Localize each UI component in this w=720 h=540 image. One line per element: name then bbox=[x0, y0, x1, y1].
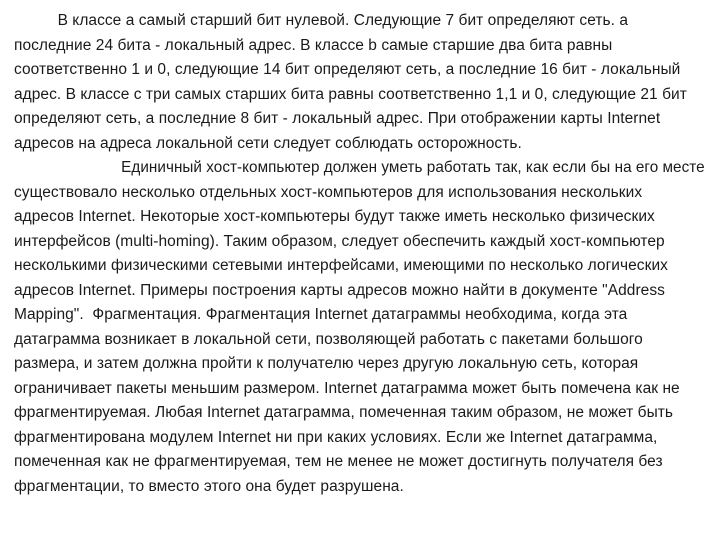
text-line: существовало несколько отдельных хост-компьютеров для использования нескольких bbox=[14, 183, 643, 201]
text-line: помеченная как не фрагментируемая, тем не менее не может достигнуть получателя без bbox=[14, 453, 663, 470]
text-line: датаграмма возникает в локальной сети, позволяющей работать с пакетами большого bbox=[14, 330, 643, 348]
text-line: фрагментируемая. Любая Internet датаграмма, помеченная таким образом, не может быть bbox=[14, 404, 674, 421]
text-line: Mapping". Фрагментация. Фрагментация Internet датаграммы необходима, когда эта bbox=[14, 306, 628, 323]
text-line: определяют сеть, а последние 8 бит - локальный адрес. При отображении карты Internet bbox=[14, 110, 661, 127]
text-line: В классе a самый старший бит нулевой. Следующие 7 бит определяют сеть. а bbox=[14, 12, 629, 29]
text-line: несколькими физическими сетевыми интерфейсами, имеющими по несколько логических bbox=[14, 257, 668, 274]
text-line: адресов Internet. Некоторые хост-компьютеры будут также иметь несколько физических bbox=[14, 208, 655, 225]
text-line: фрагментации, то вместо этого она будет разрушена. bbox=[14, 477, 404, 495]
text-line: последние 24 бита - локальный адрес. В классе b самые старшие два бита равны bbox=[14, 36, 613, 54]
text-line: адресов Internet. Примеры построения карты адресов можно найти в документе "Address bbox=[14, 281, 665, 299]
text-line: соответственно 1 и 0, следующие 14 бит определяют сеть, а последние 16 бит - локальный bbox=[14, 61, 681, 78]
text-line: Единичный хост-компьютер должен уметь работать так, как если бы на его месте bbox=[14, 159, 705, 176]
text-line: адресов на адреса локальной сети следует соблюдать осторожность. bbox=[14, 134, 522, 152]
text-line: фрагментирована модулем Internet ни при каких условиях. Если же Internet датаграмма, bbox=[14, 428, 658, 446]
text-line: адрес. В классе c три самых старших бита равны соответственно 1,1 и 0, следующие 21 бит bbox=[14, 85, 687, 103]
body-text bbox=[14, 9, 714, 499]
text-line: ограничивает пакеты меньшим размером. Internet датаграмма может быть помечена как не bbox=[14, 379, 680, 397]
text-line: размера, и затем должна пройти к получателю через другую локальную сеть, которая bbox=[14, 355, 639, 372]
text-line: интерфейсов (multi-homing). Таким образом, следует обеспечить каждый хост-компьютер bbox=[14, 232, 665, 250]
